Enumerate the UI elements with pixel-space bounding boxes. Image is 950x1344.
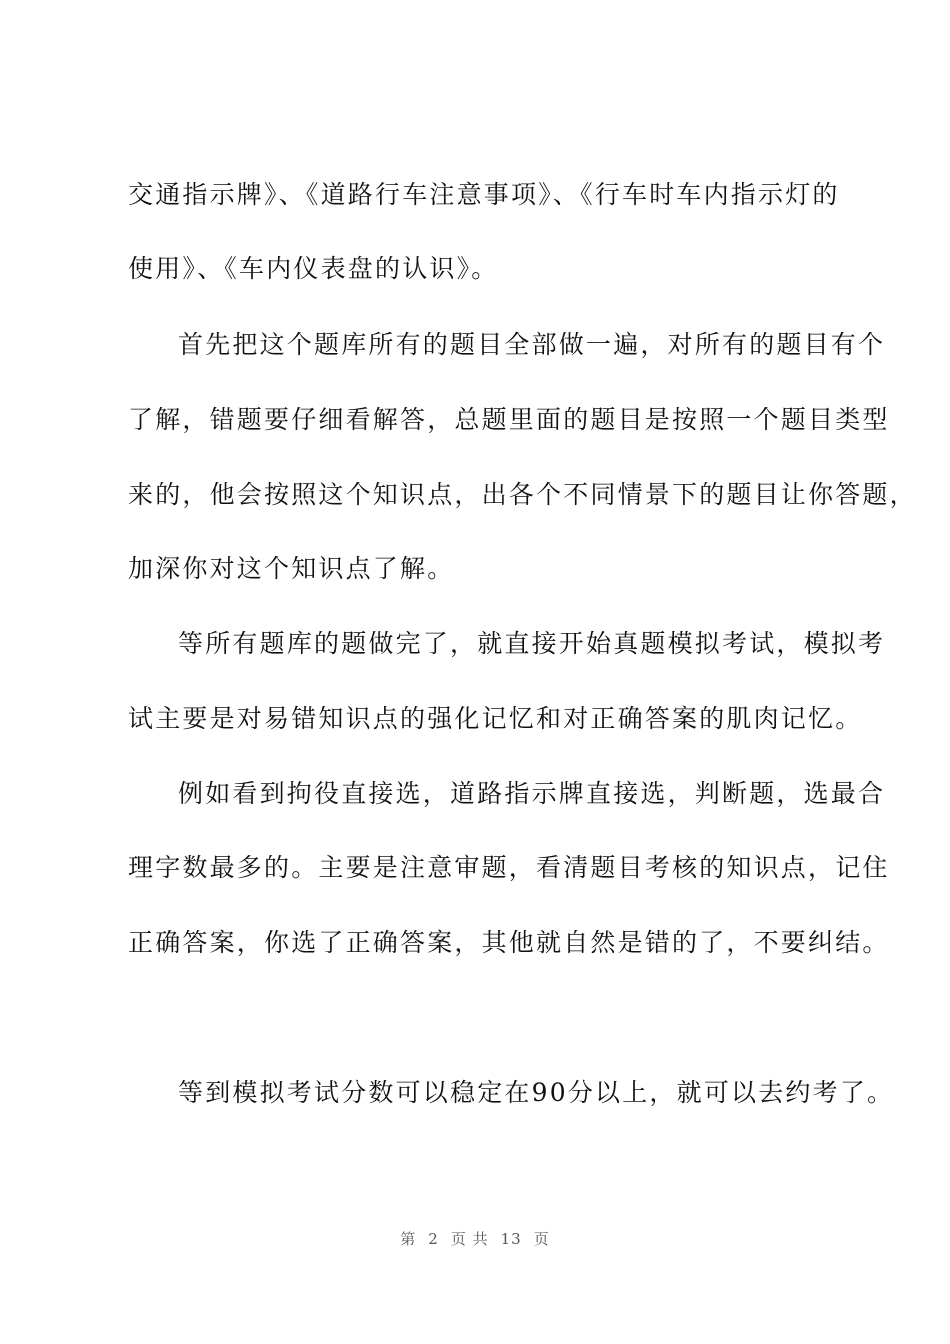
page-footer — [0, 1229, 950, 1249]
footer-label-end: 页 — [533, 1230, 550, 1248]
paragraph-line: 首先把这个题库所有的题目全部做一遍，对所有的题目有个 — [178, 330, 886, 359]
paragraph-line: 试主要是对易错知识点的强化记忆和对正确答案的肌肉记忆。 — [128, 704, 863, 733]
paragraph-line: 等所有题库的题做完了，就直接开始真题模拟考试，模拟考 — [178, 629, 886, 658]
paragraph-line: 等到模拟考试分数可以稳定在90分以上，就可以去约考了。 — [178, 1078, 895, 1107]
footer-current-page: 2 — [428, 1230, 439, 1248]
footer-label-of: 页 共 — [450, 1230, 489, 1248]
paragraph-line: 加深你对这个知识点了解。 — [128, 554, 455, 583]
paragraph-line: 例如看到拘役直接选，道路指示牌直接选，判断题，选最合 — [178, 779, 886, 808]
paragraph-line: 来的，他会按照这个知识点，出各个不同情景下的题目让你答题， — [128, 480, 917, 509]
paragraph-line: 交通指示牌》、《道路行车注意事项》、《行车时车内指示灯的 — [128, 180, 840, 209]
footer-total-pages: 13 — [500, 1230, 522, 1248]
paragraph-line: 使用》、《车内仪表盘的认识》。 — [128, 254, 499, 283]
paragraph-line: 理字数最多的。主要是注意审题，看清题目考核的知识点，记住 — [128, 853, 890, 882]
paragraph-line: 了解，错题要仔细看解答，总题里面的题目是按照一个题目类型 — [128, 405, 890, 434]
paragraph-line: 正确答案，你选了正确答案，其他就自然是错的了，不要纠结。 — [128, 928, 890, 957]
footer-label-page: 第 — [400, 1230, 417, 1248]
